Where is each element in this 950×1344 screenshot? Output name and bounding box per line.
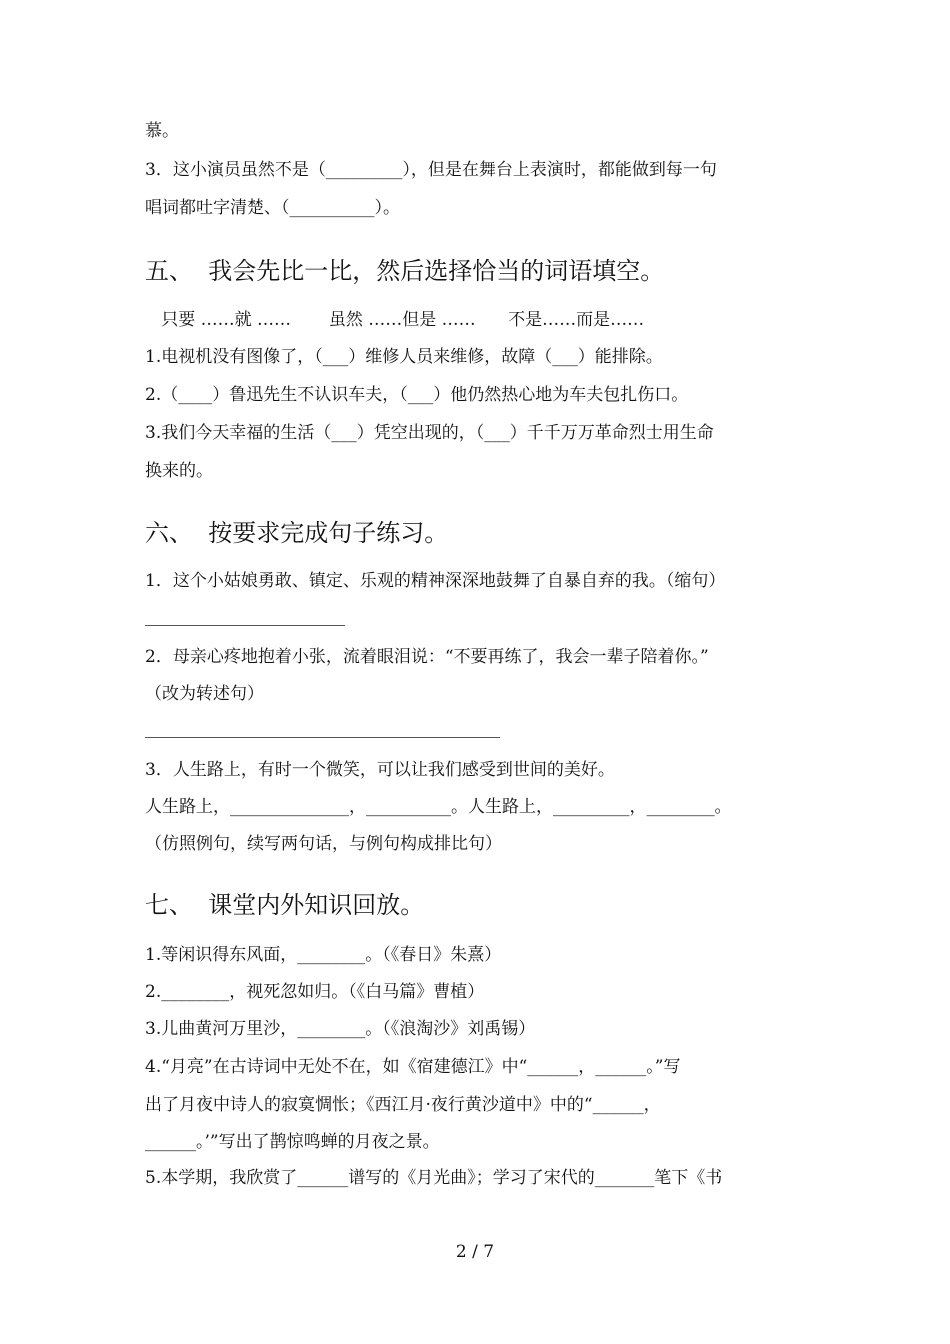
- section5-question-1: 1.电视机没有图像了，（___）维修人员来维修，故障（___）能排除。: [145, 347, 663, 367]
- section6-question-2-line1: 2．母亲心疼地抱着小张，流着眼泪说：“不要再练了，我会一辈子陪着你。”: [145, 647, 709, 667]
- section5-word-options: 只要 ……就 …… 虽然 ……但是 …… 不是……而是……: [145, 310, 645, 330]
- section6-question-2-line2: （改为转述句）: [145, 684, 264, 704]
- section5-question-2: 2.（____）鲁迅先生不认识车夫，（___）他仍然热心地为车夫包扎伤口。: [145, 385, 689, 405]
- section7-question-2: 2.________，视死忽如归。（《白马篇》曹植）: [145, 982, 485, 1002]
- section5-question-3-line1: 3.我们今天幸福的生活（___）凭空出现的，（___）千千万万革命烈士用生命: [145, 423, 714, 443]
- section7-heading: 七、 课堂内外知识回放。: [145, 891, 425, 919]
- section6-heading: 六、 按要求完成句子练习。: [145, 519, 449, 547]
- section6-question-3-line3: （仿照例句，续写两句话，与例句构成排比句）: [145, 834, 502, 854]
- section7-question-4-line2: 出了月夜中诗人的寂寞惆怅；《西江月·夜行黄沙道中》中的“______，: [145, 1095, 661, 1115]
- section6-question-3-line2: 人生路上，______________，__________。人生路上，_________，________。: [145, 797, 732, 817]
- section7-question-3: 3.儿曲黄河万里沙，________。（《浪淘沙》刘禹锡）: [145, 1019, 536, 1039]
- section7-question-5: 5.本学期，我欣赏了______谱写的《月光曲》；学习了宋代的_______笔下《书: [145, 1168, 723, 1188]
- continuation-line: 慕。: [145, 121, 179, 141]
- answer-line-2: [145, 737, 500, 738]
- section5-heading: 五、 我会先比一比，然后选择恰当的词语填空。: [145, 257, 665, 285]
- prev-item3-line1: 3．这小演员虽然不是（_________），但是在舞台上表演时，都能做到每一句: [145, 160, 717, 180]
- section6-question-3-line1: 3．人生路上，有时一个微笑，可以让我们感受到世间的美好。: [145, 760, 615, 780]
- section5-question-3-line2: 换来的。: [145, 461, 213, 481]
- section7-question-4-line1: 4.“月亮”在古诗词中无处不在，如《宿建德江》中“______，______。”写: [145, 1057, 681, 1077]
- answer-line-1: [145, 625, 345, 626]
- page-number: 2 / 7: [455, 1242, 495, 1262]
- section7-question-1: 1.等闲识得东风面，________。（《春日》朱熹）: [145, 945, 502, 965]
- section6-question-1: 1．这个小姑娘勇敢、镇定、乐观的精神深深地鼓舞了自暴自弃的我。（缩句）: [145, 571, 726, 591]
- prev-item3-line2: 唱词都吐字清楚、（__________）。: [145, 198, 400, 218]
- section7-question-4-line3: ______。’”写出了鹊惊鸣蝉的月夜之景。: [145, 1132, 440, 1152]
